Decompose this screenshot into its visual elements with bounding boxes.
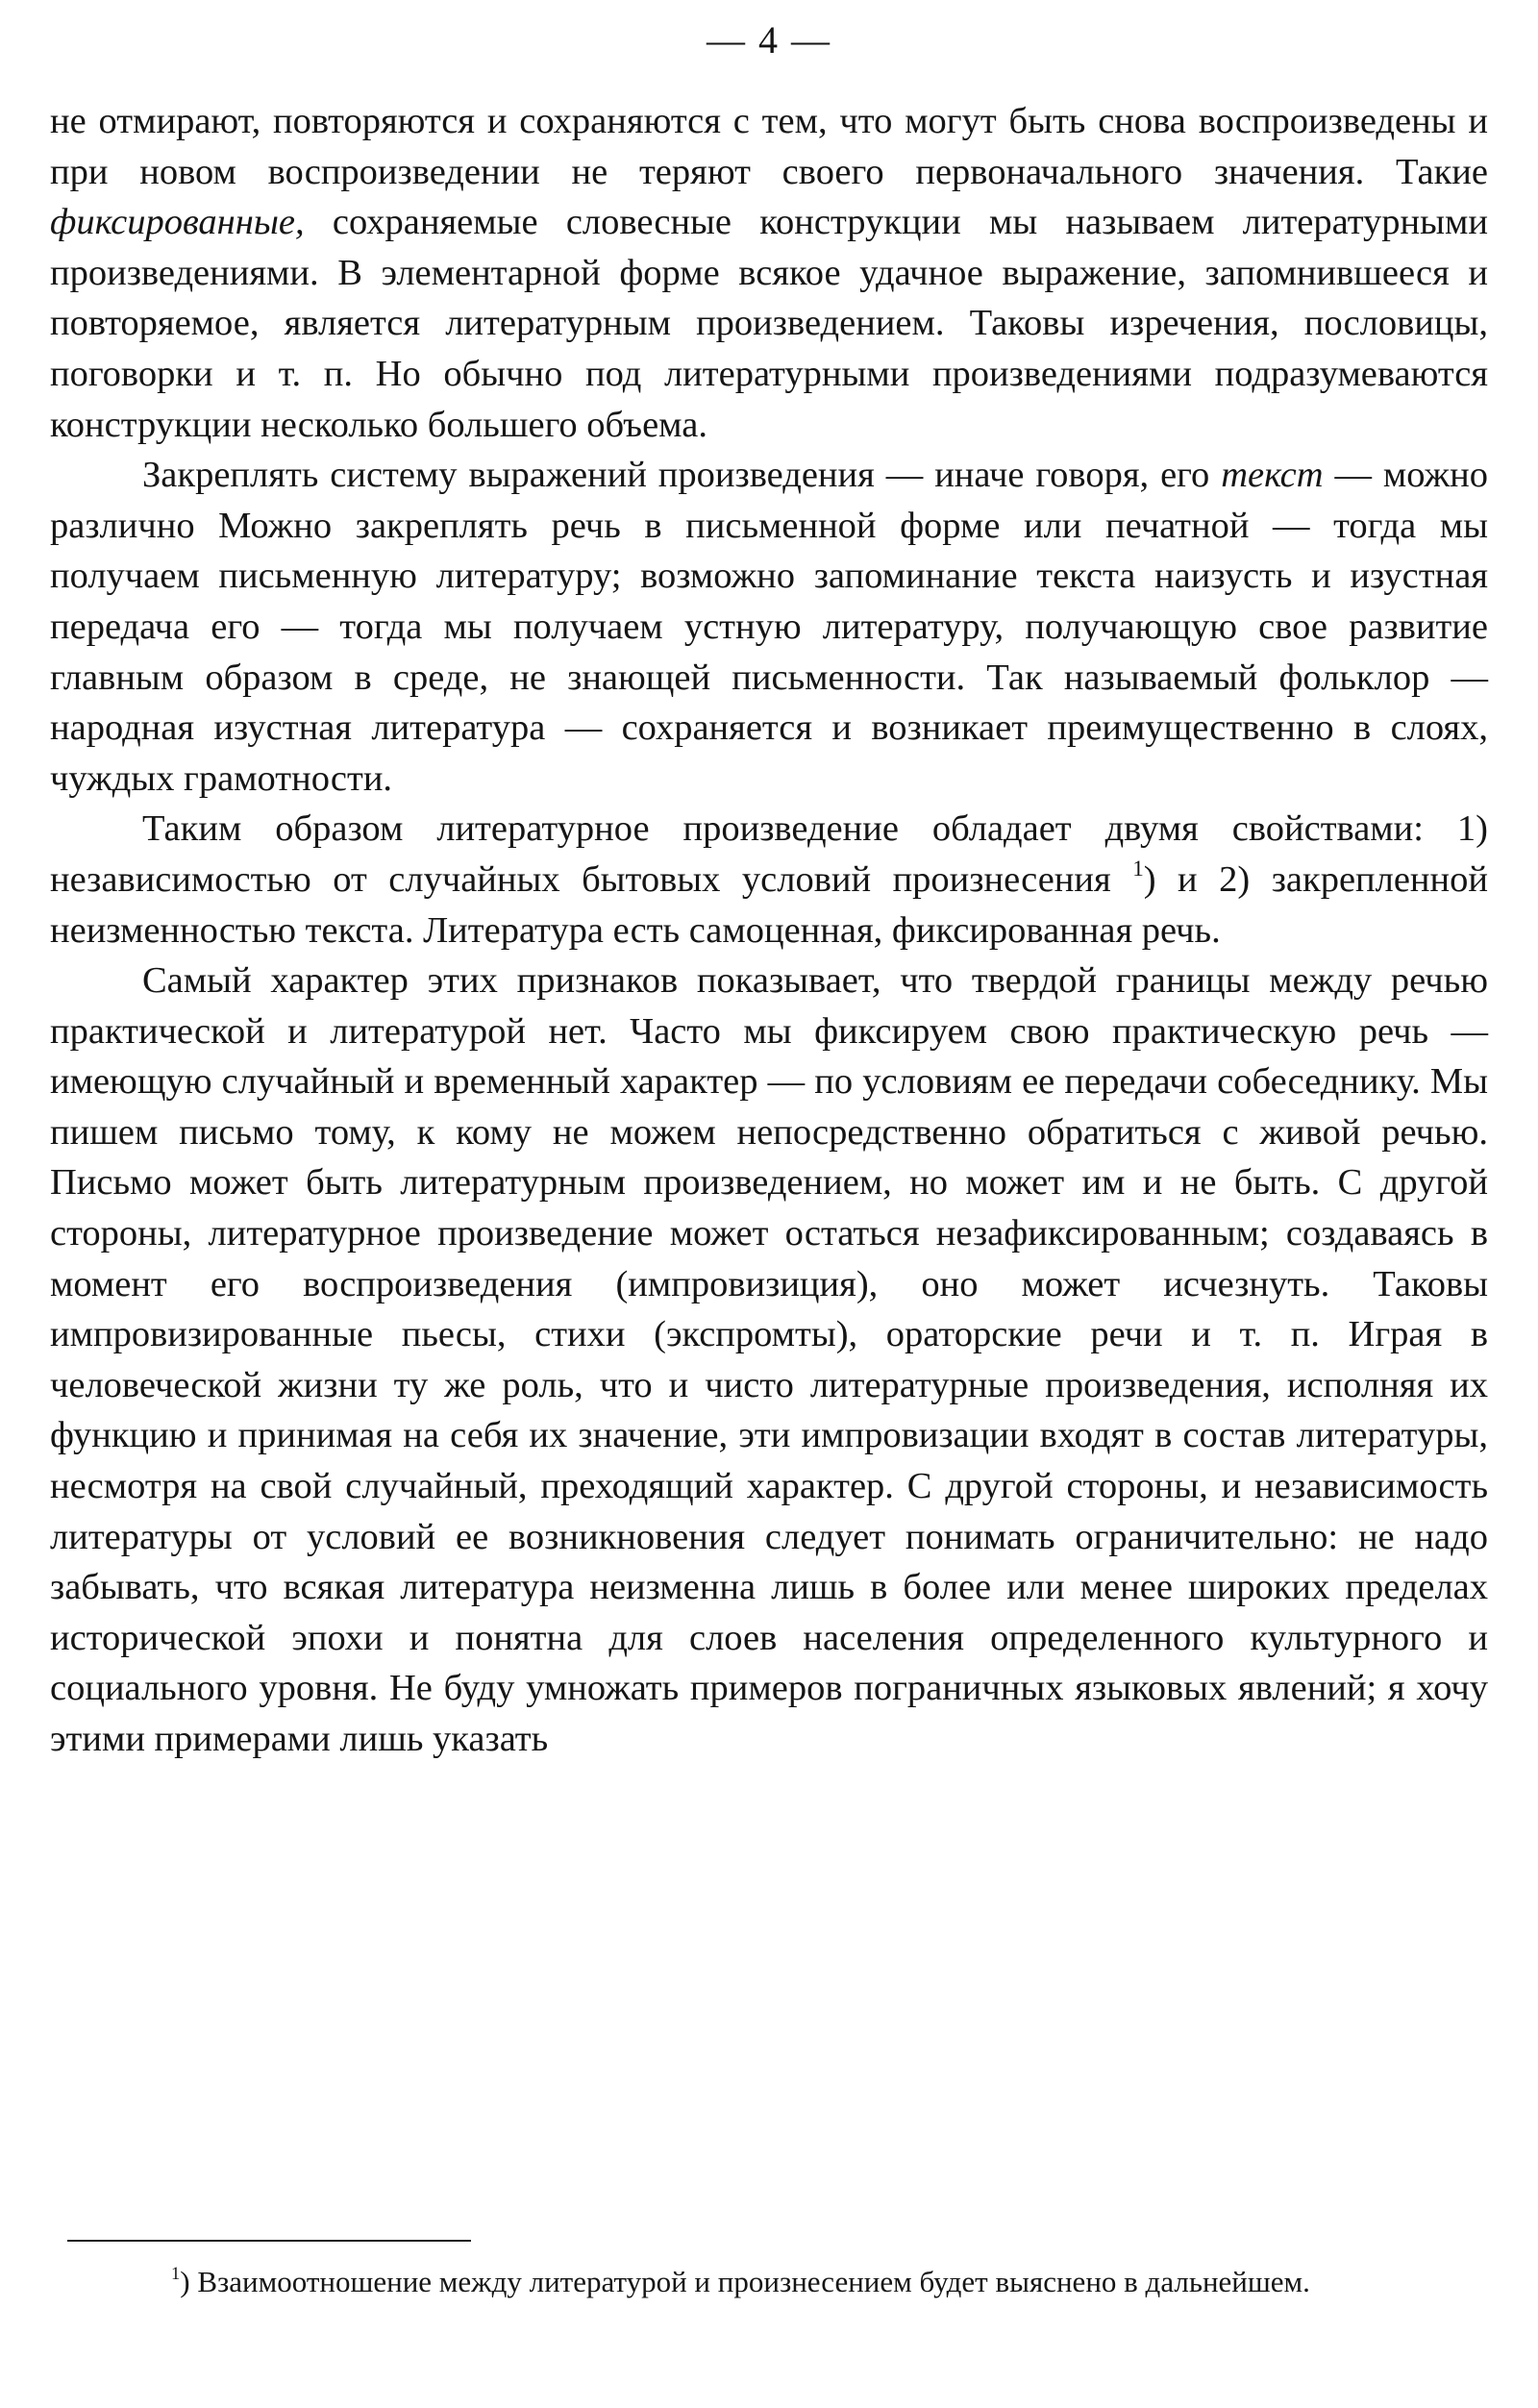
paragraph-1-text-a: не отмирают, повторяются и сохраняются с тем, что могут быть снова воспроизведены и при новом воспроизведении не теряют своего первоначального значения. Такие xyxy=(50,101,1488,192)
page-number: — 4 — xyxy=(707,18,831,62)
paragraph-4 xyxy=(50,956,1488,1765)
body-text xyxy=(50,96,1488,1765)
paragraph-2-text-a: Закреплять систему выражений произведения — иначе говоря, его xyxy=(142,455,1222,496)
footnote xyxy=(50,2261,1488,2303)
paragraph-3 xyxy=(50,804,1488,956)
paragraph-2 xyxy=(50,450,1488,804)
paragraph-1-emphasis: фиксированные, xyxy=(50,202,305,243)
footnote-text: ) Взаимоотношение между литературой и произнесением будет выяснено в дальнейшем. xyxy=(180,2265,1310,2298)
paragraph-3-text-b: ) и 2) закрепленной неизменностью текста. Литература есть самоценная, фиксированная речь. xyxy=(50,858,1488,951)
footnote-divider xyxy=(67,2240,471,2242)
paragraph-1-text-b: сохраняемые словесные конструкции мы называем литературными произведениями. В элементарной форме всякое удачное выражение, запомнившееся и повторяемое, является литературным произведением. Таковы изречения, пословицы, поговорки и т. п. Но обычно под литературными произведениями подразумеваются конструкции несколько большего объема. xyxy=(50,202,1488,445)
paragraph-2-text-b: — можно различно Можно закреплять речь в письменной форме или печатной — тогда мы получаем письменную литературу; возможно запоминание текста наизусть и изустная передача его — тогда мы получаем устную литературу, получающую свое развитие главным образом в среде, не знающей письменности. Так называемый фольклор — народная изустная литература — сохраняется и возникает преимущественно в слоях, чуждых грамотности. xyxy=(50,455,1488,799)
paragraph-4-text: Самый характер этих признаков показывает, что твердой границы между речью практической и литературой нет. Часто мы фиксируем свою практическую речь — имеющую случайный и временный характер — по условиям ее передачи собеседнику. Мы пишем письмо тому, к кому не можем непосредственно обратиться с живой речью. Письмо может быть литературным произведением, но может им и не быть. С другой стороны, литературное произведение может остаться незафиксированным; создаваясь в момент его воспроизведения (импровизиция), оно может исчезнуть. Таковы импровизированные пьесы, стихи (экспромты), ораторские речи и т. п. Играя в человеческой жизни ту же роль, что и чисто литературные произведения, исполняя их функцию и принимая на себя их значение, эти импровизации входят в состав литературы, несмотря на свой случайный, преходящий характер. С другой стороны, и независимость литературы от условий ее возникновения следует понимать ограничительно: не надо забывать, что всякая литература неизменна лишь в более или менее широких пределах исторической эпохи и понятна для слоев населения определенного культурного и социального уровня. Не буду умножать примеров пограничных языковых явлений; я хочу этими примерами лишь указать xyxy=(50,960,1488,1759)
paragraph-3-text-a: Таким образом литературное произведение обладает двумя свойствами: 1) независимостью от случайных бытовых условий произнесения xyxy=(50,808,1488,900)
footnote-marker: 1 xyxy=(171,2263,181,2284)
footnote-reference: 1 xyxy=(1132,855,1144,881)
paragraph-1 xyxy=(50,96,1488,450)
paragraph-2-emphasis: текст xyxy=(1221,455,1324,496)
